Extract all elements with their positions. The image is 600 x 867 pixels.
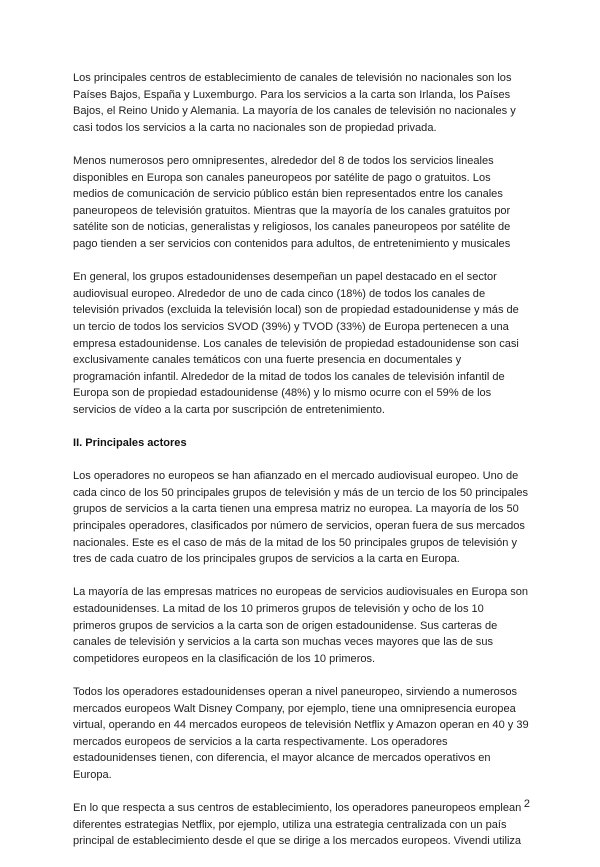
paragraph-paneuropean-channels: Menos numerosos pero omnipresentes, alrededor del 8 de todos los servicios lineales disponibles en Europa son canales paneuropeos por satélite de pago o gratuitos. Los medios de comunicación de servicio público están bien representados entre los canales paneuropeos de televisión gratuitos. Mientras que la mayoría de los canales gratuitos por satélite son de noticias, generalistas y religiosos, los canales paneuropeos por satélite de pago tienden a ser servicios con contenidos para adultos, de entretenimiento y musicales bbox=[73, 154, 511, 250]
page-number: 2 bbox=[523, 798, 530, 810]
paragraph-establishment-centres: Los principales centros de establecimiento de canales de televisión no nacionales son los Países Bajos, España y Luxemburgo. Para los servicios a la carta son Irlanda, los Países Bajos, el Reino Unido y Alemania. La mayoría de los canales de televisión no nacionales y casi todos los servicios a la carta no nacionales son de propiedad privada. bbox=[73, 72, 516, 134]
section-heading: II. Principales actores bbox=[73, 437, 187, 450]
paragraph-paneuropean-operations: Todos los operadores estadounidenses operan a nivel paneuropeo, sirviendo a numerosos mercados europeos Walt Disney Company, por ejemplo, tiene una omnipresencia europea virtual, operando en 44 mercados europeos de televisión Netflix y Amazon operan en 40 y 39 mercados europeos de servicios a la carta respectivamente. Los operadores estadounidenses tienen, con diferencia, el mayor alcance de mercados operativos en Europa. bbox=[73, 685, 529, 781]
paragraph-us-groups: En general, los grupos estadounidenses desempeñan un papel destacado en el sector audiovisual europeo. Alrededor de uno de cada cinco (18%) de todos los canales de televisión privados (excluida la televisión local) son de propiedad estadounidense y más de un tercio de todos los servicios SVOD (39%) y TVOD (33%) de Europa pertenecen a una empresa estadounidense. Los canales de televisión de propiedad estadounidense son casi exclusivamente canales temáticos con una fuerte presencia en documentales y programación infantil. Alrededor de la mitad de todos los canales de televisión infantil de Europa son de propiedad estadounidense (48%) y lo mismo ocurre con el 59% de los servicios de vídeo a la carta por suscripción de entretenimiento. bbox=[73, 271, 519, 416]
paragraph-parent-companies: La mayoría de las empresas matrices no europeas de servicios audiovisuales en Europa son estadounidenses. La mitad de los 10 primeros grupos de televisión y ocho de los 10 primeros grupos de servicios a la carta son de origen estadounidense. Sus carteras de canales de televisión y servicios a la carta son muchas veces mayores que las de sus competidores europeos en la clasificación de los 10 primeros. bbox=[73, 586, 529, 665]
page-body bbox=[73, 70, 529, 867]
paragraph-establishment-strategies: En lo que respecta a sus centros de establecimiento, los operadores paneuropeos emplean diferentes estrategias Netflix, por ejemplo, utiliza una estrategia centralizada con un país principal de establecimiento desde el que se dirige a los mercados europeos. Vivendi utiliza bbox=[73, 802, 522, 848]
paragraph-non-european-operators: Los operadores no europeos se han afianzado en el mercado audiovisual europeo. Uno de cada cinco de los 50 principales grupos de televisión y más de un tercio de los 50 principales grupos de servicios a la carta tienen una empresa matriz no europea. La mayoría de los 50 principales operadores, clasificados por número de servicios, operan fuera de sus mercados nacionales. Este es el caso de más de la mitad de los 50 principales grupos de televisión y tres de cada cuatro de los principales grupos de servicios a la carta en Europa. bbox=[73, 470, 529, 566]
